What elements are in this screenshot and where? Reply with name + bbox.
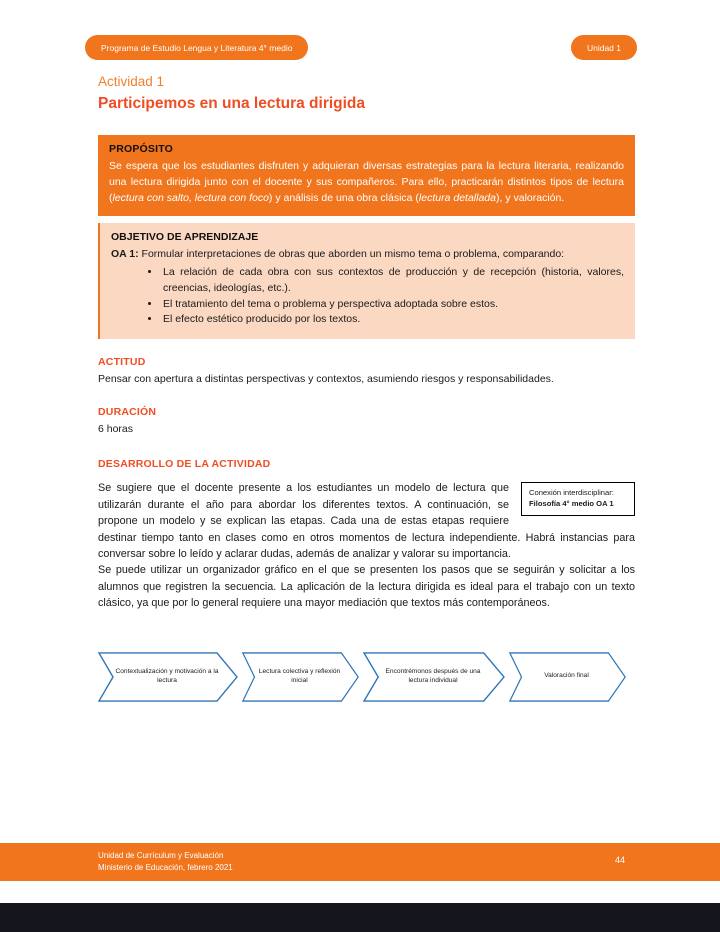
objetivo-bullet: • El efecto estético producido por los textos. bbox=[161, 312, 624, 328]
page-content bbox=[98, 74, 635, 702]
duracion-heading: DURACIÓN bbox=[98, 406, 157, 419]
actitud-text: Pensar con apertura a distintas perspectivas y contextos, asumiendo riesgos y responsabilidades. bbox=[98, 373, 554, 385]
objetivo-oa-line bbox=[111, 247, 624, 263]
desarrollo-body bbox=[98, 480, 635, 611]
objetivo-oa-label: OA 1: bbox=[111, 248, 139, 261]
conexion-line1: Conexión interdisciplinar: bbox=[529, 488, 614, 498]
flow-step-4-label: Valoración final bbox=[544, 672, 589, 680]
proposito-text-part2: ) y análisis de una obra clásica ( bbox=[268, 191, 419, 204]
activity-label: Actividad 1 bbox=[98, 74, 165, 89]
desarrollo-section bbox=[98, 458, 635, 470]
flow-step-1 bbox=[98, 652, 238, 702]
actitud-section bbox=[98, 356, 635, 387]
proposito-heading: PROPÓSITO bbox=[109, 143, 174, 155]
header-program-label: Programa de Estudio Lengua y Literatura 4° medio bbox=[101, 42, 293, 53]
desarrollo-paragraph-2: Se puede utilizar un organizador gráfico en el que se presenten los pasos que se seguirán y solicitar a los alumnos que registren la secuencia. La aplicación de la lectura dirigida es ideal para el trabajo con un texto clásico, ya que por lo general requiere una mayor mediación que textos más contemporáneos. bbox=[98, 564, 635, 610]
proposito-italic1: lectura con salto, lectura con foco bbox=[112, 191, 269, 204]
duracion-section bbox=[98, 406, 635, 437]
objetivo-heading: OBJETIVO DE APRENDIZAJE bbox=[111, 231, 259, 244]
page-number: 44 bbox=[614, 855, 625, 865]
proposito-italic2: lectura detallada bbox=[418, 191, 496, 204]
flow-step-1-label: Contextualización y motivación a la lectura bbox=[115, 667, 219, 684]
proposito-box bbox=[98, 135, 635, 216]
duracion-text: 6 horas bbox=[98, 423, 134, 436]
objetivo-bullet: • La relación de cada obra con sus contextos de producción y de recepción (historia, valores, creencias, ideologías, etc.). bbox=[161, 265, 624, 297]
footer-credits bbox=[98, 850, 233, 875]
flow-step-2 bbox=[242, 652, 359, 702]
bottom-dark-bar bbox=[0, 903, 720, 932]
flow-step-4 bbox=[509, 652, 626, 702]
proposito-text bbox=[109, 159, 624, 206]
flow-step-2-label: Lectura colectiva y reflexión inicial bbox=[258, 667, 341, 684]
header-unit-label: Unidad 1 bbox=[586, 42, 621, 53]
proposito-text-part1: Se espera que los estudiantes disfruten y adquieran diversas estrategias para la lectura literaria, realizando una lectura dirigida junto con el docente y sus compañeros. Para ello, practicarán distintos tipos de lectura ( bbox=[109, 160, 624, 204]
actitud-heading: ACTITUD bbox=[98, 356, 146, 368]
footer-line-1: Unidad de Currículum y Evaluación bbox=[98, 851, 224, 860]
footer-bar bbox=[0, 843, 720, 881]
desarrollo-paragraph-1: Se sugiere que el docente presente a los estudiantes un modelo de lectura que utilizarán durante el año para abordar los diferentes textos. A continuación, se propone un modelo y se explican las etapas. Cada una de estas etapas requiere destinar tiempo tanto en clases como en otros momentos de lectura independiente. Habrá instancias para conversar sobre lo leído y aclarar dudas, además de analizar y valorar su importancia. bbox=[98, 482, 635, 561]
proposito-text-part3: ), y valoración. bbox=[495, 191, 565, 204]
page-title: Participemos en una lectura dirigida bbox=[98, 95, 366, 112]
header-program-badge bbox=[85, 35, 308, 60]
footer-line-2: Ministerio de Educación, febrero 2021 bbox=[98, 863, 233, 873]
objetivo-bullet: • El tratamiento del tema o problema y perspectiva adoptada sobre estos. bbox=[161, 297, 624, 313]
flow-step-3 bbox=[363, 652, 505, 702]
conexion-interdisciplinar-box bbox=[521, 482, 635, 515]
objetivo-box bbox=[98, 223, 635, 339]
objetivo-oa-text: Formular interpretaciones de obras que aborden un mismo tema o problema, comparando: bbox=[138, 248, 565, 261]
desarrollo-heading: DESARROLLO DE LA ACTIVIDAD bbox=[98, 458, 271, 471]
reading-process-diagram bbox=[98, 652, 635, 702]
conexion-line2: Filosofía 4° medio OA 1 bbox=[529, 499, 614, 509]
objetivo-bullet-list bbox=[161, 265, 624, 328]
flow-step-3-label: Encontrémonos después de una lectura individual bbox=[385, 667, 481, 684]
header-unit-badge bbox=[571, 35, 637, 60]
